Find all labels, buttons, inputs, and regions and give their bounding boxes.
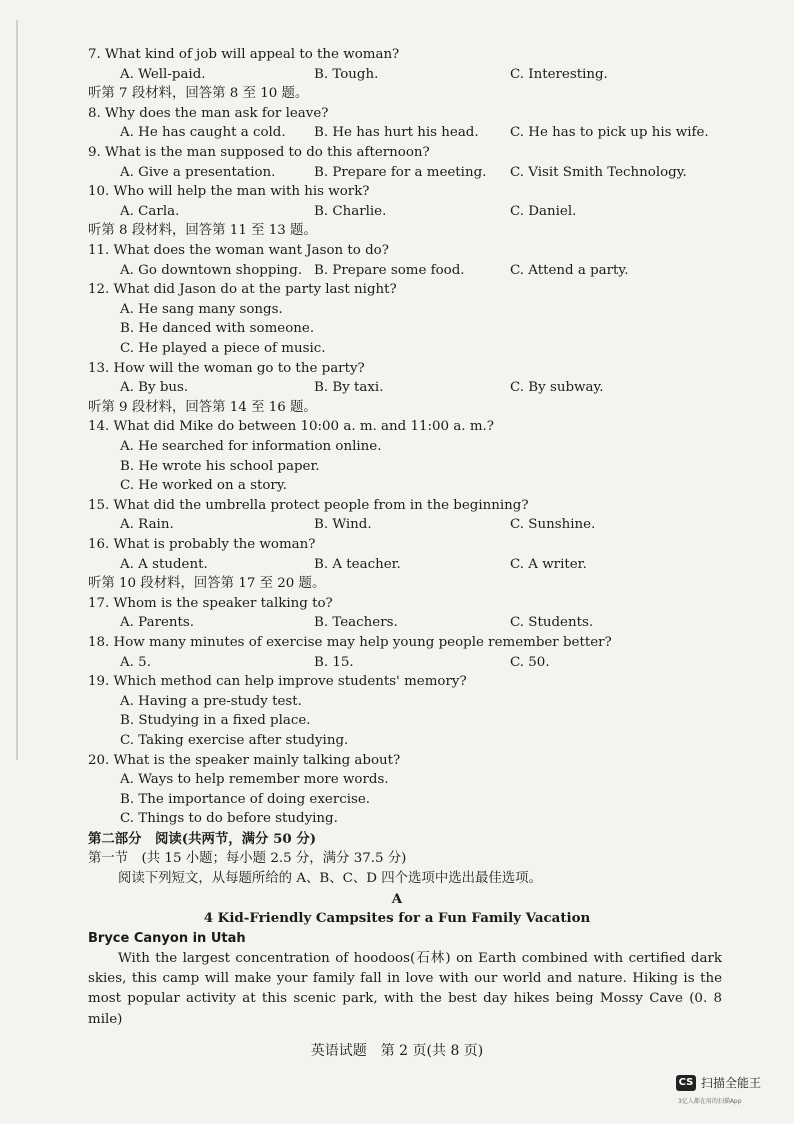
- question-stem: 20. What is the speaker mainly talking about?: [88, 752, 401, 768]
- question-line: [0, 280, 794, 300]
- passage-letter-line: [0, 889, 794, 909]
- option-c: C. 50.: [510, 654, 550, 670]
- question-stem: 17. Whom is the speaker talking to?: [88, 595, 333, 611]
- option-a: A. Rain.: [120, 517, 174, 533]
- passage-title: 4 Kid-Friendly Campsites for a Fun Family Vacation: [203, 910, 591, 926]
- option-c: C. Sunshine.: [510, 517, 596, 533]
- option-c: C. A writer.: [510, 556, 587, 572]
- passage-title-line: [0, 908, 794, 928]
- question-stem: 16. What is probably the woman?: [88, 537, 316, 552]
- section-instruction-line: [0, 398, 794, 418]
- scanner-watermark: [676, 1072, 786, 1112]
- option-line: [0, 653, 794, 673]
- question-line: [0, 751, 794, 771]
- question-stem: 8. Why does the man ask for leave?: [88, 105, 329, 121]
- question-line: [0, 633, 794, 653]
- section1-heading: 第一节 (共 15 小题；每小题 2.5 分，满分 37.5 分): [88, 851, 407, 866]
- option-a: B. Studying in a fixed place.: [120, 713, 311, 729]
- option-a: A. Go downtown shopping.: [120, 262, 303, 278]
- listening-instruction: 听第 8 段材料，回答第 11 至 13 题。: [88, 223, 317, 239]
- option-c: C. By subway.: [510, 380, 604, 396]
- option-line: [0, 692, 794, 712]
- option-c: C. He has to pick up his wife.: [510, 125, 709, 141]
- option-a: A. He searched for information online.: [120, 439, 382, 454]
- option-line: [0, 555, 794, 575]
- option-line: [0, 123, 794, 143]
- option-a: A. Carla.: [120, 203, 180, 219]
- option-a: B. He wrote his school paper.: [120, 458, 320, 474]
- option-c: C. Interesting.: [510, 66, 608, 82]
- subhead-line: [0, 929, 794, 949]
- option-b: B. Prepare for a meeting.: [314, 164, 487, 180]
- option-line: [0, 339, 794, 359]
- option-line: [0, 476, 794, 496]
- listening-instruction: 听第 9 段材料，回答第 14 至 16 题。: [88, 399, 317, 415]
- option-a: A. Well-paid.: [120, 66, 206, 82]
- option-c: C. Attend a party.: [510, 262, 629, 278]
- option-line: [0, 809, 794, 829]
- question-stem: 13. How will the woman go to the party?: [88, 360, 365, 376]
- option-line: [0, 770, 794, 790]
- option-line: [0, 515, 794, 535]
- question-stem: 9. What is the man supposed to do this afternoon?: [88, 145, 430, 160]
- option-c: C. Daniel.: [510, 203, 577, 219]
- question-line: [0, 182, 794, 202]
- question-stem: 12. What did Jason do at the party last night?: [88, 282, 397, 298]
- option-b: B. 15.: [314, 654, 354, 670]
- option-a: A. By bus.: [120, 380, 189, 396]
- section-instruction-line: [0, 84, 794, 104]
- option-a: A. Parents.: [120, 615, 195, 631]
- option-b: B. Wind.: [314, 517, 372, 533]
- option-line: [0, 319, 794, 339]
- option-a: C. He worked on a story.: [120, 478, 287, 494]
- question-line: [0, 496, 794, 516]
- option-a: A. A student.: [120, 556, 208, 572]
- section-instruction-line: [0, 574, 794, 594]
- option-b: B. Teachers.: [314, 615, 398, 631]
- option-a: A. 5.: [120, 654, 151, 670]
- question-line: [0, 417, 794, 437]
- option-a: A. Give a presentation.: [120, 164, 276, 180]
- question-stem: 11. What does the woman want Jason to do?: [88, 243, 389, 258]
- option-a: A. Ways to help remember more words.: [120, 772, 389, 788]
- question-stem: 18. How many minutes of exercise may help young people remember better?: [88, 635, 612, 650]
- option-b: B. By taxi.: [314, 380, 384, 396]
- option-a: A. Having a pre-study test.: [120, 693, 302, 709]
- question-line: [0, 535, 794, 555]
- question-line: [0, 594, 794, 614]
- option-line: [0, 202, 794, 222]
- option-a: C. He played a piece of music.: [120, 341, 326, 356]
- option-line: [0, 613, 794, 633]
- option-line: [0, 378, 794, 398]
- option-line: [0, 790, 794, 810]
- option-line: [0, 300, 794, 320]
- instruction-line: [0, 869, 794, 889]
- option-line: [0, 711, 794, 731]
- question-stem: 15. What did the umbrella protect people from in the beginning?: [88, 497, 529, 513]
- option-b: B. Prepare some food.: [314, 262, 465, 278]
- option-a: B. He danced with someone.: [120, 321, 315, 337]
- option-line: [0, 731, 794, 751]
- option-b: B. Tough.: [314, 66, 379, 82]
- question-line: [0, 241, 794, 261]
- question-stem: 19. Which method can help improve students' memory?: [88, 674, 467, 690]
- question-stem: 7. What kind of job will appeal to the woman?: [88, 47, 400, 62]
- scanner-name: 扫描全能王: [701, 1076, 762, 1090]
- question-line: [0, 45, 794, 65]
- part2-heading-line: [0, 829, 794, 849]
- question-line: [0, 143, 794, 163]
- question-line: [0, 359, 794, 379]
- page-footer: 英语试题 第 2 页(共 8 页): [310, 1043, 484, 1059]
- question-stem: 10. Who will help the man with his work?: [88, 184, 370, 200]
- option-a: A. He has caught a cold.: [120, 125, 286, 141]
- option-line: [0, 457, 794, 477]
- option-b: B. A teacher.: [314, 556, 401, 572]
- option-line: [0, 65, 794, 85]
- section-instruction-line: [0, 221, 794, 241]
- question-stem: 14. What did Mike do between 10:00 a. m. and 11:00 a. m.?: [88, 419, 494, 435]
- part2-heading: 第二部分 阅读(共两节，满分 50 分): [88, 831, 317, 847]
- question-line: [0, 672, 794, 692]
- listening-instruction: 听第 10 段材料，回答第 17 至 20 题。: [88, 576, 326, 592]
- option-b: B. He has hurt his head.: [314, 125, 479, 141]
- passage-subhead: Bryce Canyon in Utah: [88, 931, 246, 946]
- scanner-logo: CS: [676, 1075, 696, 1091]
- option-c: C. Visit Smith Technology.: [510, 164, 687, 180]
- option-a: B. The importance of doing exercise.: [120, 791, 371, 807]
- section1-line: [0, 849, 794, 869]
- option-a: A. He sang many songs.: [120, 301, 283, 317]
- option-c: C. Students.: [510, 615, 594, 631]
- question-line: [0, 104, 794, 124]
- option-line: [0, 437, 794, 457]
- option-b: B. Charlie.: [314, 203, 387, 219]
- option-a: C. Things to do before studying.: [120, 811, 338, 827]
- option-line: [0, 163, 794, 183]
- reading-instruction: 阅读下列短文，从每题所给的 A、B、C、D 四个选项中选出最佳选项。: [118, 871, 542, 886]
- passage-letter: A: [391, 891, 403, 907]
- scanner-tagline: 3亿人都在用的扫描App: [678, 1098, 742, 1105]
- option-a: C. Taking exercise after studying.: [120, 733, 349, 748]
- option-line: [0, 261, 794, 281]
- passage-paragraph: With the largest concentration of hoodoos(石林) on Earth combined with certified dark skies, this camp will make your family fall in love with our world and nature. Hiking is the most popular activity at this scenic park, with the best day hikes being Mossy Cave (0. 8 mile): [88, 951, 722, 1027]
- listening-instruction: 听第 7 段材料，回答第 8 至 10 题。: [88, 86, 309, 102]
